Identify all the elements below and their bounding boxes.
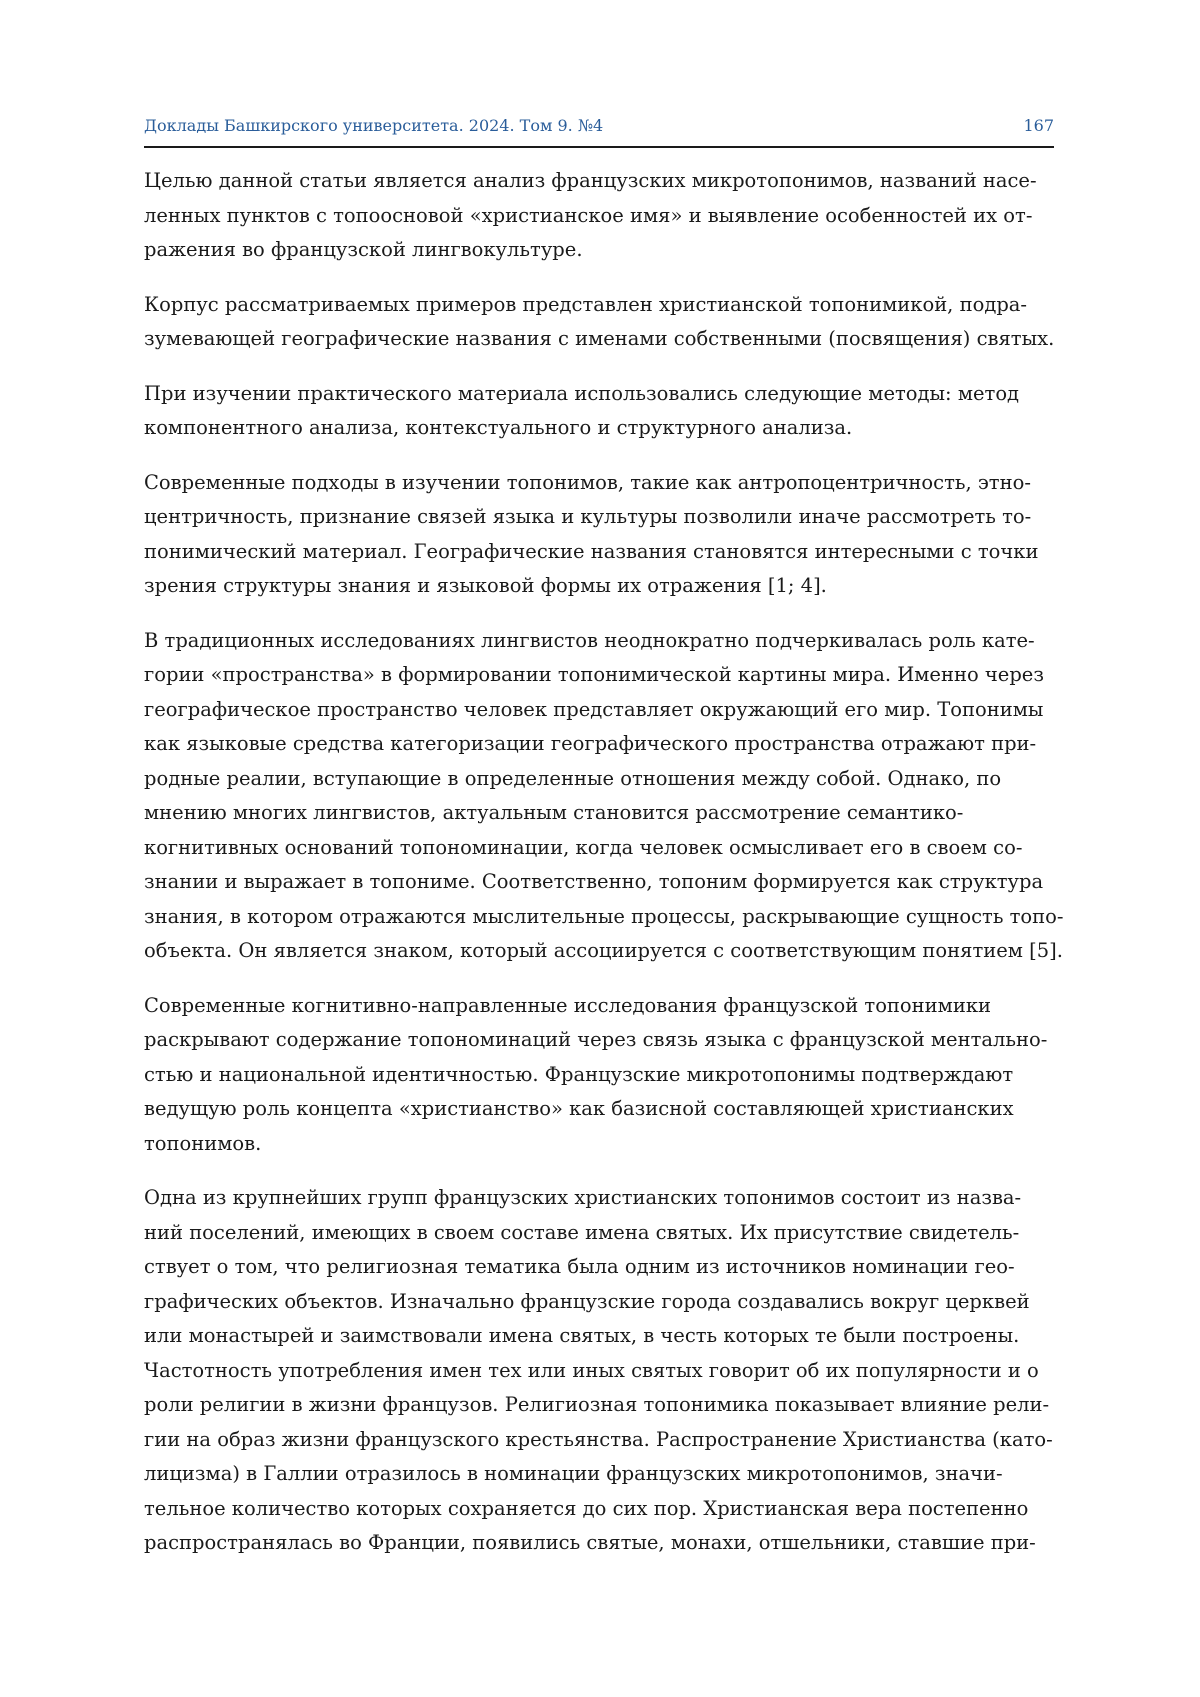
- text-line: компонентного анализа, контекстуального и структурного анализа.: [144, 416, 853, 439]
- text-line: ражения во французской лингвокультуре.: [144, 238, 583, 261]
- paragraph: [144, 989, 1064, 1162]
- text-line: зрения структуры знания и языковой формы их отражения [1; 4].: [144, 574, 827, 597]
- text-line: знания, в котором отражаются мыслительные процессы, раскрывающие сущность топо-: [144, 904, 1064, 928]
- body-text: [144, 164, 1064, 1581]
- text-line: гии на образ жизни французского крестьянства. Распространение Христианства (като-: [144, 1427, 1053, 1451]
- text-line: Целью данной статьи является анализ французских микротопонимов, названий насе-: [144, 169, 1037, 192]
- paragraph: [144, 377, 1064, 446]
- page-number: 167: [1023, 116, 1054, 135]
- text-line: стью и национальной идентичностью. Французские микротопонимы подтверждают: [144, 1062, 1014, 1086]
- paragraph: [144, 624, 1064, 969]
- text-line: как языковые средства категоризации географического пространства отражают при-: [144, 732, 1037, 755]
- paragraph: [144, 1181, 1064, 1561]
- text-line: Современные подходы в изучении топонимов, такие как антропоцентричность, этно-: [144, 470, 1031, 494]
- text-line: Корпус рассматриваемых примеров представлен христианской топонимикой, подра-: [144, 292, 1028, 316]
- text-line: географическое пространство человек представляет окружающий его мир. Топонимы: [144, 697, 1044, 721]
- text-line: когнитивных оснований топономинации, когда человек осмысливает его в своем со-: [144, 835, 1023, 859]
- text-line: Современные когнитивно-направленные исследования французской топонимики: [144, 993, 992, 1017]
- text-line: зумевающей географические названия с именами собственными (посвящения) святых.: [144, 327, 1055, 350]
- paragraph: [144, 164, 1064, 268]
- text-line: топонимов.: [144, 1131, 262, 1155]
- text-line: гории «пространства» в формировании топонимической картины мира. Именно через: [144, 663, 1044, 686]
- text-line: знании и выражает в топониме. Соответственно, топоним формируется как структура: [144, 870, 1044, 893]
- text-line: центричность, признание связей языка и культуры позволили иначе рассмотреть то-: [144, 505, 1032, 528]
- journal-title: Доклады Башкирского университета. 2024. Том 9. №4: [144, 116, 604, 135]
- text-line: тельное количество которых сохраняется до сих пор. Христианская вера постепенно: [144, 1496, 1029, 1520]
- text-line: понимический материал. Географические названия становятся интересными с точки: [144, 539, 1039, 563]
- text-line: или монастырей и заимствовали имена святых, в честь которых те были построены.: [144, 1324, 1020, 1347]
- text-line: ленных пунктов с топоосновой «христианское имя» и выявление особенностей их от-: [144, 203, 1033, 227]
- text-line: ведущую роль концепта «христианство» как базисной составляющей христианских: [144, 1097, 1014, 1120]
- text-line: ний поселений, имеющих в своем составе имена святых. Их присутствие свидетель-: [144, 1220, 1020, 1244]
- text-line: распространялась во Франции, появились святые, монахи, отшельники, ставшие при-: [144, 1531, 1036, 1554]
- text-line: мнению многих лингвистов, актуальным становится рассмотрение семантико-: [144, 801, 964, 824]
- text-line: раскрывают содержание топономинаций через связь языка с французской ментально-: [144, 1028, 1048, 1051]
- text-line: Одна из крупнейших групп французских христианских топонимов состоит из назва-: [144, 1186, 1022, 1209]
- paragraph: [144, 466, 1064, 604]
- paragraph: [144, 288, 1064, 357]
- text-line: графических объектов. Изначально французские города создавались вокруг церквей: [144, 1289, 1030, 1313]
- text-line: роли религии в жизни французов. Религиозная топонимика показывает влияние рели-: [144, 1393, 1050, 1416]
- text-line: Частотность употребления имен тех или иных святых говорит об их популярности и о: [144, 1358, 1039, 1382]
- text-line: родные реалии, вступающие в определенные отношения между собой. Однако, по: [144, 766, 1002, 790]
- text-line: ствует о том, что религиозная тематика была одним из источников номинации гео-: [144, 1255, 1015, 1278]
- text-line: лицизма) в Галлии отразилось в номинации французских микротопонимов, значи-: [144, 1462, 1003, 1485]
- running-header: [144, 116, 1054, 148]
- text-line: В традиционных исследованиях лингвистов неоднократно подчеркивалась роль кате-: [144, 628, 1035, 652]
- text-line: При изучении практического материала использовались следующие методы: метод: [144, 381, 1020, 405]
- text-line: объекта. Он является знаком, который ассоциируется с соответствующим понятием [5].: [144, 939, 1063, 962]
